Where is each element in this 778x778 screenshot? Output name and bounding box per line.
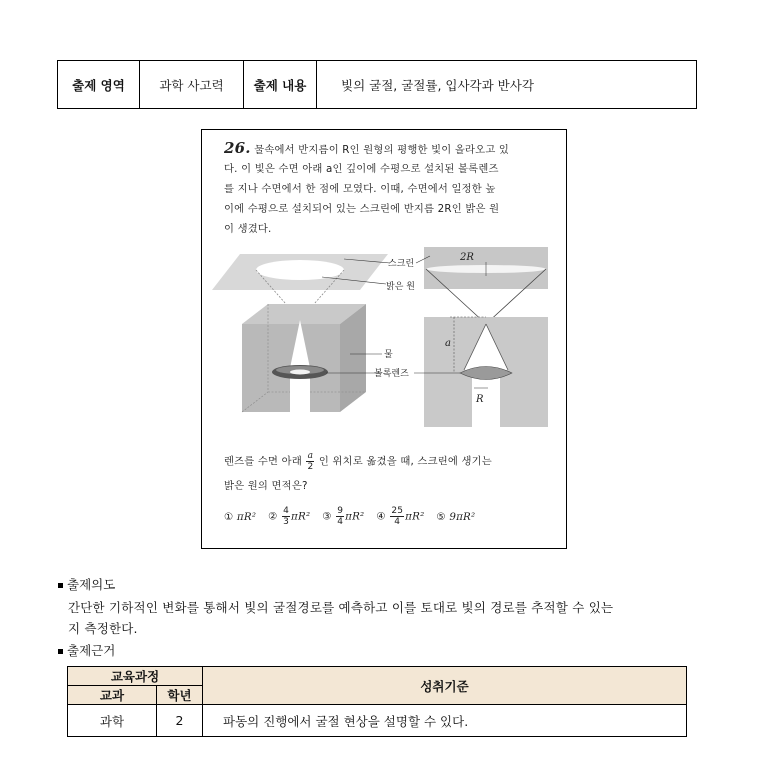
label-two-r: 2R xyxy=(460,252,474,263)
label-water: 물 xyxy=(384,350,393,360)
bright-circle xyxy=(256,260,344,280)
label-bright-circle: 밝은 원 xyxy=(386,282,415,292)
choice-4[interactable]: ④ $\frac{25}{4}$ πR² xyxy=(376,506,425,527)
fraction-a-over-2: $\frac{a}{2}$ xyxy=(307,451,314,472)
problem-box xyxy=(201,129,567,549)
problem-line-5: 이 생겼다. xyxy=(224,223,272,235)
choice-5[interactable]: ⑤ 9πR² xyxy=(436,510,476,523)
intent-heading: 출제의도 xyxy=(58,575,115,593)
question-line-2: 밝은 원의 면적은? xyxy=(224,480,308,492)
problem-line-3: 를 지나 수면에서 한 점에 모였다. 이때, 수면에서 일정한 높 xyxy=(224,183,496,195)
choices xyxy=(224,506,554,527)
area-value: 과학 사고력 xyxy=(140,61,244,108)
intent-line-2: 지 측정한다. xyxy=(68,621,138,636)
label-r: R xyxy=(476,394,484,405)
label-screen: 스크린 xyxy=(388,259,415,269)
lens-diagram xyxy=(202,242,566,432)
label-convex-lens: 볼록렌즈 xyxy=(374,369,409,379)
choice-2[interactable]: ② $\frac{4}{3}$ πR² xyxy=(268,506,311,527)
bullet-square-icon xyxy=(58,583,63,588)
question-number: 26. xyxy=(224,139,251,157)
subject-header: 교과 xyxy=(68,686,157,705)
intent-line-1: 간단한 기하적인 변화를 통해서 빛의 굴절경로를 예측하고 이를 토대로 빛의 경로를 추적할 수 있는 xyxy=(68,600,614,615)
label-a: a xyxy=(445,338,451,349)
content-label: 출제 내용 xyxy=(244,61,317,108)
grade-cell: 2 xyxy=(157,705,203,737)
standard-cell: 파동의 진행에서 굴절 현상을 설명할 수 있다. xyxy=(203,705,687,737)
curriculum-header: 교육과정 xyxy=(68,667,203,686)
problem-line-4: 이에 수평으로 설치되어 있는 스크린에 반지름 2R인 밝은 원 xyxy=(224,203,500,215)
choice-1[interactable]: ① πR² xyxy=(224,510,257,523)
subject-cell: 과학 xyxy=(68,705,157,737)
standard-header: 성취기준 xyxy=(203,667,687,705)
basis-heading: 출제근거 xyxy=(58,641,115,659)
area-label: 출제 영역 xyxy=(58,61,140,108)
bullet-square-icon xyxy=(58,649,63,654)
content-value: 빛의 굴절, 굴절률, 입사각과 반사각 xyxy=(341,77,534,93)
basis-table xyxy=(67,666,687,737)
grade-header: 학년 xyxy=(157,686,203,705)
problem-line-1: 26. 물속에서 반지름이 R인 원형의 평행한 빛이 올라오고 있 xyxy=(224,139,510,157)
question-line-1: 렌즈를 수면 아래 $\frac{a}{2}$ 인 위치로 옮겼을 때, 스크린에 생기는 xyxy=(224,451,492,472)
problem-line-2: 다. 이 빛은 수면 아래 a인 깊이에 수평으로 설치된 볼록렌즈 xyxy=(224,163,499,175)
header-table xyxy=(57,60,697,109)
intent-body xyxy=(68,597,708,639)
choice-3[interactable]: ③ $\frac{9}{4}$ πR² xyxy=(322,506,365,527)
